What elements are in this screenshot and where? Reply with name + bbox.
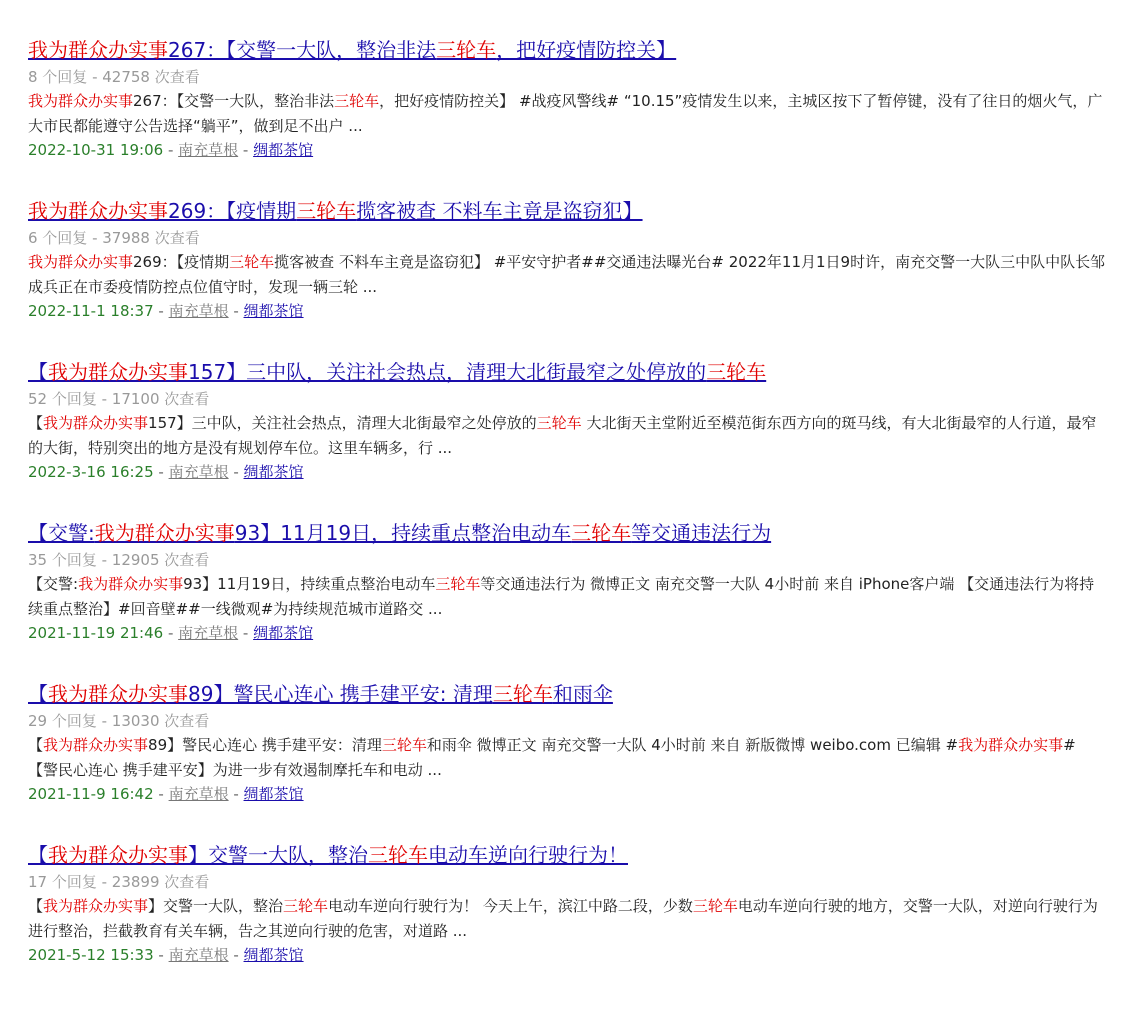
post-date: 2022-11-1 18:37: [28, 302, 154, 320]
forum-link[interactable]: 绸都茶馆: [243, 946, 304, 964]
meta-separator: -: [228, 785, 244, 803]
result-item: [28, 519, 1108, 644]
keyword-highlight: 我为群众办实事: [78, 575, 184, 593]
result-title-link[interactable]: [28, 680, 613, 708]
keyword-highlight: 我为群众办实事: [28, 92, 134, 110]
text-segment: 【: [28, 360, 48, 384]
result-stats: 8 个回复 - 42758 次查看: [28, 68, 200, 86]
text-segment: 【: [28, 897, 44, 915]
result-title-link[interactable]: [28, 197, 643, 225]
text-segment: 等交通违法行为: [631, 521, 772, 545]
text-segment: 89】警民心连心 携手建平安：清理: [148, 736, 382, 754]
text-segment: 【交警:: [28, 521, 95, 545]
text-segment: 【: [28, 414, 44, 432]
keyword-highlight: 我为群众办实事: [43, 736, 149, 754]
text-segment: 揽客被查 不料车主竟是盗窃犯】: [356, 199, 643, 223]
text-segment: 【: [28, 843, 48, 867]
keyword-highlight: 我为群众办实事: [94, 521, 235, 545]
text-segment: 揽客被查 不料车主竟是盗窃犯】 #平安守护者##交通违法曝光台# 2022年11月1日9时许，南充交警一大队三中队中队长邹成兵正在市委疫情防控点位值守时，发现一辆三轮 ...: [28, 253, 1106, 296]
result-snippet: [28, 411, 1108, 461]
text-segment: 267：【交警一大队，整治非法: [133, 92, 335, 110]
text-segment: 89】警民心连心 携手建平安: 清理: [188, 682, 493, 706]
keyword-highlight: 三轮车: [435, 575, 481, 593]
result-item: [28, 36, 1108, 161]
text-segment: 【: [28, 682, 48, 706]
meta-separator: -: [153, 946, 169, 964]
result-snippet: [28, 89, 1108, 139]
result-title-link[interactable]: [28, 36, 676, 64]
text-segment: 93】11月19日，持续重点整治电动车: [183, 575, 436, 593]
keyword-highlight: 三轮车: [436, 38, 497, 62]
forum-link[interactable]: 绸都茶馆: [243, 302, 304, 320]
text-segment: ，把好疫情防控关】: [496, 38, 677, 62]
keyword-highlight: 三轮车: [492, 682, 553, 706]
author-link[interactable]: 南充草根: [178, 141, 239, 159]
text-segment: 电动车逆向行驶行为！: [428, 843, 628, 867]
text-segment: 】交警一大队，整治: [148, 897, 284, 915]
keyword-highlight: 三轮车: [368, 843, 428, 867]
text-segment: 269：【疫情期: [133, 253, 230, 271]
text-segment: 【: [28, 736, 44, 754]
forum-link[interactable]: 绸都茶馆: [243, 463, 304, 481]
keyword-highlight: 我为群众办实事: [958, 736, 1064, 754]
keyword-highlight: 三轮车: [296, 199, 357, 223]
result-stats: 29 个回复 - 13030 次查看: [28, 712, 210, 730]
text-segment: 【交警:: [28, 575, 79, 593]
forum-link[interactable]: 绸都茶馆: [243, 785, 304, 803]
keyword-highlight: 三轮车: [706, 360, 767, 384]
result-stats: 17 个回复 - 23899 次查看: [28, 873, 210, 891]
keyword-highlight: 三轮车: [334, 92, 380, 110]
text-segment: 】交警一大队，整治: [188, 843, 368, 867]
keyword-highlight: 我为群众办实事: [43, 897, 149, 915]
text-segment: 电动车逆向行驶行为！ 今天上午，滨江中路二段，少数: [328, 897, 693, 915]
result-meta: [28, 300, 1108, 322]
result-stats: 35 个回复 - 12905 次查看: [28, 551, 210, 569]
result-title-link[interactable]: [28, 841, 628, 869]
result-snippet: [28, 894, 1108, 944]
result-meta: [28, 622, 1108, 644]
result-meta: [28, 139, 1108, 161]
text-segment: 157】三中队，关注社会热点，清理大北街最窄之处停放的: [148, 414, 537, 432]
result-stats: 52 个回复 - 17100 次查看: [28, 390, 210, 408]
text-segment: 269：【疫情期: [168, 199, 297, 223]
result-snippet: [28, 250, 1108, 300]
meta-separator: -: [163, 624, 179, 642]
result-snippet: [28, 733, 1108, 783]
result-item: [28, 358, 1108, 483]
author-link[interactable]: 南充草根: [168, 463, 229, 481]
text-segment: 大北街天主堂附近至模范街东西方向的斑马线，有大北街最窄的人行道，最窄的大街，特别突出的地方是没有规划停车位。这里车辆多，行 ...: [28, 414, 1097, 457]
result-meta: [28, 783, 1108, 805]
post-date: 2022-10-31 19:06: [28, 141, 164, 159]
text-segment: ，把好疫情防控关】 #战疫风警线# “10.15”疫情发生以来，主城区按下了暂停键，没有了往日的烟火气，广大市民都能遵守公告选择“躺平”，做到足不出户 ...: [28, 92, 1103, 135]
result-meta: [28, 461, 1108, 483]
keyword-highlight: 三轮车: [381, 736, 427, 754]
text-segment: 电动车逆向行驶的地方，交警一大队，对逆向行驶行为进行整治，拦截教育有关车辆，告之其逆向行驶的危害，对道路 ...: [28, 897, 1098, 940]
result-title-link[interactable]: [28, 519, 771, 547]
meta-separator: -: [228, 946, 244, 964]
keyword-highlight: 我为群众办实事: [28, 253, 134, 271]
text-segment: 157】三中队，关注社会热点，清理大北街最窄之处停放的: [188, 360, 707, 384]
text-segment: # 【警民心连心 携手建平安】为进一步有效遏制摩托车和电动 ...: [28, 736, 1076, 779]
keyword-highlight: 我为群众办实事: [28, 38, 168, 62]
post-date: 2021-5-12 15:33: [28, 946, 154, 964]
text-segment: 和雨伞 微博正文 南充交警一大队 4小时前 来自 新版微博 weibo.com 已编辑 #: [426, 736, 959, 754]
author-link[interactable]: 南充草根: [178, 624, 239, 642]
text-segment: 267：【交警一大队，整治非法: [168, 38, 437, 62]
result-title-link[interactable]: [28, 358, 766, 386]
text-segment: 和雨伞: [552, 682, 613, 706]
keyword-highlight: 我为群众办实事: [48, 843, 188, 867]
keyword-highlight: 三轮车: [283, 897, 329, 915]
meta-separator: -: [238, 624, 254, 642]
keyword-highlight: 我为群众办实事: [28, 199, 168, 223]
text-segment: 等交通违法行为 微博正文 南充交警一大队 4小时前 来自 iPhone客户端 【交通违法行为将持续重点整治】#回音壁##一线微观#为持续规范城市道路交 ...: [28, 575, 1095, 618]
keyword-highlight: 我为群众办实事: [48, 682, 188, 706]
result-stats: 6 个回复 - 37988 次查看: [28, 229, 200, 247]
result-snippet: [28, 572, 1108, 622]
post-date: 2021-11-19 21:46: [28, 624, 164, 642]
result-item: [28, 841, 1108, 966]
meta-separator: -: [153, 463, 169, 481]
result-item: [28, 197, 1108, 322]
meta-separator: -: [163, 141, 179, 159]
forum-link[interactable]: 绸都茶馆: [253, 141, 314, 159]
keyword-highlight: 三轮车: [229, 253, 275, 271]
keyword-highlight: 三轮车: [692, 897, 738, 915]
meta-separator: -: [228, 302, 244, 320]
keyword-highlight: 三轮车: [536, 414, 582, 432]
author-link[interactable]: 南充草根: [168, 946, 229, 964]
result-item: [28, 680, 1108, 805]
text-segment: 93】11月19日，持续重点整治电动车: [234, 521, 572, 545]
forum-link[interactable]: 绸都茶馆: [253, 624, 314, 642]
post-date: 2021-11-9 16:42: [28, 785, 154, 803]
meta-separator: -: [228, 463, 244, 481]
keyword-highlight: 我为群众办实事: [48, 360, 188, 384]
meta-separator: -: [153, 785, 169, 803]
result-meta: [28, 944, 1108, 966]
post-date: 2022-3-16 16:25: [28, 463, 154, 481]
keyword-highlight: 我为群众办实事: [43, 414, 149, 432]
author-link[interactable]: 南充草根: [168, 302, 229, 320]
author-link[interactable]: 南充草根: [168, 785, 229, 803]
keyword-highlight: 三轮车: [571, 521, 632, 545]
meta-separator: -: [153, 302, 169, 320]
meta-separator: -: [238, 141, 254, 159]
